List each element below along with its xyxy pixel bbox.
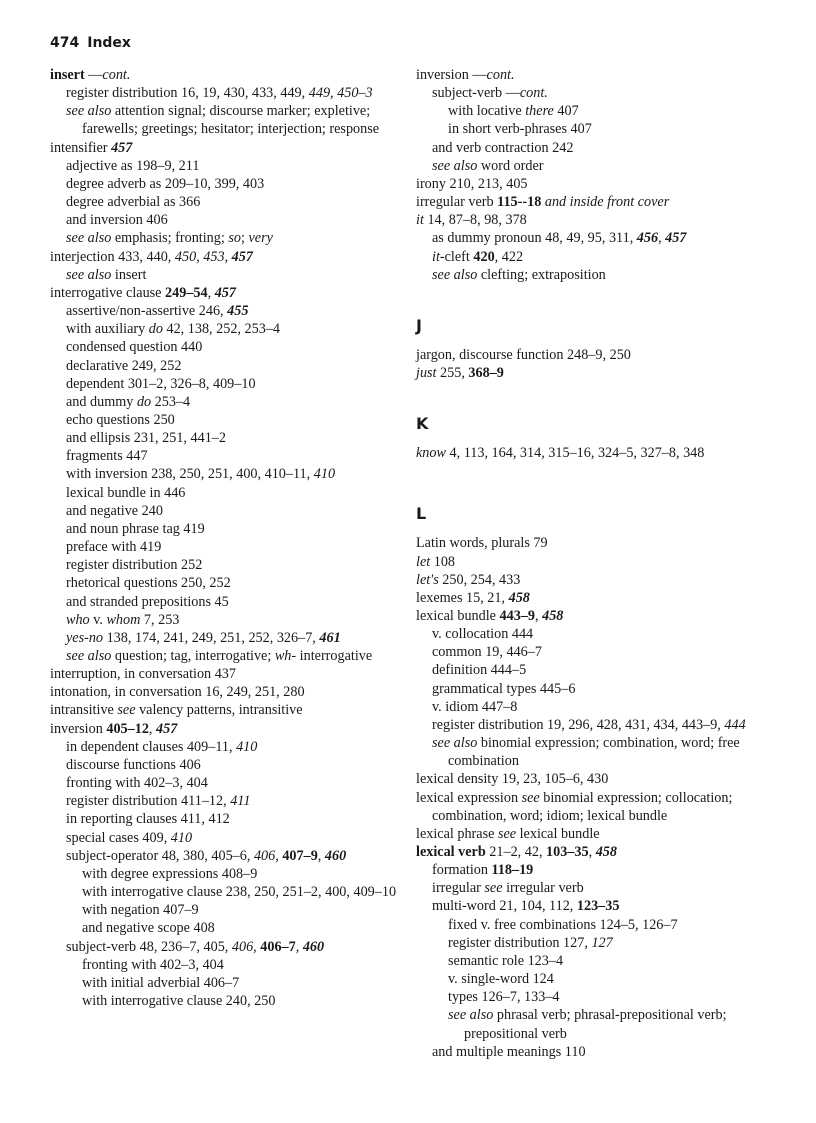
index-subentry: [66, 556, 398, 574]
entry-text: 458: [508, 589, 530, 606]
index-subentry: [66, 847, 398, 865]
index-subentry: [432, 897, 768, 915]
entry-text: lexical density 19, 23, 105–6, 430: [416, 771, 609, 788]
entry-text: let's: [416, 571, 439, 588]
entry-text: 406: [253, 847, 276, 864]
entry-text: 407–9: [282, 847, 318, 864]
entry-text: ,: [196, 248, 204, 265]
index-entry: [416, 444, 768, 462]
entry-text: word order: [477, 157, 544, 174]
entry-text: ,: [330, 85, 338, 102]
entry-text: v. single-word 124: [448, 971, 554, 988]
entry-text: and inside front cover: [544, 194, 670, 211]
index-subentry: [66, 465, 398, 483]
index-entry: [416, 789, 768, 825]
entry-text: 457: [214, 284, 236, 301]
entry-text: register distribution 411–12,: [66, 793, 231, 810]
index-entry: [50, 683, 398, 701]
entry-text: 14, 87–8, 98, 378: [423, 212, 527, 229]
index-subentry: [432, 734, 768, 770]
entry-text: in reporting clauses 411, 412: [66, 811, 230, 828]
entry-text: with interrogative clause 240, 250: [82, 992, 276, 1009]
entry-text: cont.: [486, 67, 515, 83]
entry-text: v. idiom 447–8: [432, 698, 518, 715]
entry-text: 368–9: [468, 365, 504, 382]
index-entry: [50, 665, 398, 683]
entry-text: and dummy: [66, 393, 137, 410]
index-subentry: [432, 84, 768, 102]
entry-text: and multiple meanings 110: [432, 1043, 586, 1060]
index-entry: [416, 589, 768, 607]
entry-text: -cleft: [439, 248, 474, 265]
entry-text: see: [521, 789, 540, 806]
entry-text: see: [117, 702, 136, 719]
entry-text: ,: [207, 284, 215, 301]
index-entry: [416, 211, 768, 229]
entry-text: see: [484, 880, 503, 897]
entry-text: 250, 254, 433: [438, 571, 521, 588]
index-entry: [50, 66, 398, 84]
entry-text: condensed question 440: [66, 339, 203, 356]
entry-text: 255,: [436, 365, 469, 382]
entry-text: Latin words, plurals 79: [416, 535, 548, 552]
entry-text: 457: [665, 230, 687, 247]
index-entry: [416, 843, 768, 861]
index-entry: [50, 701, 398, 719]
entry-text: special cases 409,: [66, 829, 171, 846]
entry-text: v.: [89, 611, 107, 628]
page-number: 474: [50, 35, 80, 51]
entry-text: interruption, in conversation 437: [50, 666, 236, 683]
entry-text: who: [66, 611, 90, 628]
index-subentry: [448, 988, 768, 1006]
index-column-right: [416, 66, 768, 1061]
index-entry: [416, 571, 768, 589]
entry-text: 443–9: [499, 607, 535, 624]
entry-text: binomial expression; collocation; combination, word; idiom; lexical bundle: [432, 789, 733, 824]
index-subentry: [448, 934, 768, 952]
index-subentry: [66, 629, 398, 647]
entry-text: 118–19: [491, 862, 534, 879]
index-subentry: [448, 1006, 768, 1042]
entry-text: with auxiliary: [66, 321, 149, 338]
entry-text: 457: [156, 720, 178, 737]
index-subentry: [66, 538, 398, 556]
entry-text: whom: [106, 611, 141, 628]
index-subentry: [432, 625, 768, 643]
entry-text: and stranded prepositions 45: [66, 593, 229, 610]
entry-text: ,: [317, 847, 325, 864]
index-subentry: [66, 411, 398, 429]
index-subentry: [448, 952, 768, 970]
index-entry: [416, 534, 768, 552]
entry-text: common 19, 446–7: [432, 644, 542, 661]
entry-text: 460: [302, 938, 325, 955]
entry-text: see also: [448, 1007, 494, 1024]
index-entry: [416, 607, 768, 625]
entry-text: let: [416, 553, 431, 570]
index-subentry: [66, 84, 398, 102]
entry-text: interjection 433, 440,: [50, 248, 175, 265]
entry-text: ,: [253, 938, 261, 955]
entry-text: irregular: [432, 880, 485, 897]
entry-text: intonation, in conversation 16, 249, 251, 280: [50, 684, 305, 701]
entry-text: ,: [535, 607, 543, 624]
index-entry: [50, 139, 398, 157]
entry-text: types 126–7, 133–4: [448, 989, 560, 1006]
entry-text: subject-verb —: [432, 85, 520, 102]
entry-text: semantic role 123–4: [448, 952, 564, 969]
entry-text: irregular verb: [416, 194, 498, 211]
page-header: [50, 34, 131, 52]
entry-text: 420: [473, 248, 495, 265]
entry-text: intensifier: [50, 139, 112, 156]
entry-text: 405–12: [106, 720, 149, 737]
spacer: [416, 462, 768, 490]
entry-text: it: [432, 248, 440, 265]
entry-text: with initial adverbial 406–7: [82, 974, 240, 991]
entry-text: with interrogative clause 238, 250, 251–2, 400, 409–10: [82, 884, 397, 901]
entry-text: yes-no: [66, 629, 104, 646]
index-subentry: [432, 266, 768, 284]
entry-text: see: [497, 825, 517, 842]
entry-text: 450: [174, 248, 197, 265]
entry-text: lexical phrase: [416, 825, 498, 842]
entry-text: phrasal verb; phrasal-prepositional verb; prepositional verb: [464, 1007, 727, 1042]
entry-text: fronting with 402–3, 404: [82, 956, 224, 973]
entry-text: interrogative clause: [50, 284, 166, 301]
index-entry: [416, 346, 768, 364]
entry-text: as dummy pronoun 48, 49, 95, 311,: [432, 230, 637, 247]
index-entry: [50, 720, 398, 738]
index-subentry: [66, 393, 398, 411]
entry-text: declarative 249, 252: [66, 357, 182, 374]
index-subentry: [448, 120, 768, 138]
entry-text: lexical bundle: [416, 607, 500, 624]
index-subentry: [66, 774, 398, 792]
index-subentry: [82, 919, 398, 937]
entry-text: attention signal; discourse marker; expletive; farewells; greetings; hesitator; interjection; response: [82, 103, 380, 138]
index-entry: [416, 770, 768, 788]
index-subentry: [66, 302, 398, 320]
entry-text: with negation 407–9: [82, 902, 199, 919]
entry-text: 406: [231, 938, 254, 955]
index-entry: [416, 553, 768, 571]
index-subentry: [432, 879, 768, 897]
entry-text: 115--18: [497, 194, 542, 211]
entry-text: dependent 301–2, 326–8, 409–10: [66, 375, 256, 392]
entry-text: and negative scope 408: [82, 920, 215, 937]
index-subentry: [432, 861, 768, 879]
entry-text: cont.: [102, 67, 131, 83]
entry-text: rhetorical questions 250, 252: [66, 575, 231, 592]
index-subentry: [432, 139, 768, 157]
entry-text: it: [416, 212, 424, 229]
entry-text: ;: [241, 230, 249, 247]
entry-text: and ellipsis 231, 251, 441–2: [66, 430, 226, 447]
entry-text: 458: [542, 607, 564, 624]
entry-text: grammatical types 445–6: [432, 680, 576, 697]
index-subentry: [66, 375, 398, 393]
entry-text: degree adverb as 209–10, 399, 403: [66, 175, 265, 192]
entry-text: lexemes 15, 21,: [416, 589, 509, 606]
entry-text: see also: [432, 266, 478, 283]
entry-text: there: [525, 103, 554, 120]
index-subentry: [66, 938, 398, 956]
entry-text: subject-operator 48, 380, 405–6,: [66, 847, 254, 864]
entry-text: ,: [148, 720, 157, 737]
index-subentry: [66, 157, 398, 175]
entry-text: ,: [658, 230, 666, 247]
entry-text: very: [248, 230, 273, 247]
index-subentry: [432, 229, 768, 247]
entry-text: 123–35: [576, 898, 620, 915]
entry-text: insert: [111, 266, 147, 283]
entry-text: 7, 253: [140, 611, 180, 628]
entry-text: with degree expressions 408–9: [82, 865, 258, 882]
entry-text: question; tag, interrogative;: [111, 648, 275, 664]
entry-text: inversion: [50, 720, 107, 737]
entry-text: 249–54: [165, 284, 208, 301]
section-letter: K: [416, 414, 429, 434]
index-subentry: [66, 829, 398, 847]
index-entry: [416, 66, 768, 84]
index-subentry: [82, 865, 398, 883]
entry-text: irony 210, 213, 405: [416, 175, 528, 192]
entry-text: ,: [295, 938, 303, 955]
index-subentry: [66, 175, 398, 193]
entry-text: cont.: [519, 85, 548, 102]
entry-text: see also: [66, 230, 112, 247]
entry-text: know: [416, 445, 446, 462]
index-subentry: [66, 810, 398, 828]
entry-text: fixed v. free combinations 124–5, 126–7: [448, 916, 678, 933]
entry-text: with inversion 238, 250, 251, 400, 410–11,: [66, 466, 314, 483]
entry-text: so: [228, 230, 241, 247]
entry-text: 103–35: [546, 844, 589, 860]
index-subentry: [432, 157, 768, 175]
index-subentry: [82, 901, 398, 919]
entry-text: valency patterns, intransitive: [135, 702, 303, 719]
spacer: [416, 284, 768, 302]
entry-text: , 422: [494, 248, 524, 265]
entry-text: irregular verb: [502, 880, 584, 897]
entry-text: clefting; extraposition: [477, 266, 606, 283]
entry-text: 449: [308, 85, 331, 102]
entry-text: and negative 240: [66, 502, 163, 519]
entry-text: 42, 138, 252, 253–4: [162, 321, 280, 338]
index-subentry: [66, 611, 398, 629]
entry-text: 407: [553, 103, 579, 120]
entry-text: discourse functions 406: [66, 756, 201, 773]
entry-text: degree adverbial as 366: [66, 194, 201, 211]
entry-text: register distribution 252: [66, 557, 203, 574]
entry-text: see also: [432, 735, 478, 752]
entry-text: fragments 447: [66, 448, 148, 465]
index-subentry: [66, 266, 398, 284]
entry-text: 4, 113, 164, 314, 315–16, 324–5, 327–8, 348: [445, 445, 705, 462]
entry-text: preface with 419: [66, 539, 162, 556]
entry-text: 450–3: [337, 85, 373, 102]
index-subentry: [66, 211, 398, 229]
index-subentry: [432, 248, 768, 266]
index-subentry: [82, 956, 398, 974]
entry-text: 457: [111, 139, 133, 156]
entry-text: lexical bundle: [516, 825, 600, 842]
entry-text: just: [416, 365, 437, 382]
entry-text: wh-: [274, 648, 297, 664]
entry-text: do: [136, 393, 152, 410]
entry-text: 460: [324, 847, 347, 864]
entry-text: and inversion 406: [66, 212, 168, 229]
entry-text: see also: [66, 266, 112, 283]
entry-text: definition 444–5: [432, 662, 527, 679]
running-head: Index: [87, 35, 131, 51]
entry-text: and verb contraction 242: [432, 139, 574, 156]
entry-text: 127: [591, 934, 613, 951]
entry-text: echo questions 250: [66, 411, 175, 428]
index-subentry: [66, 574, 398, 592]
entry-text: 406–7: [260, 938, 296, 955]
index-entry: [50, 284, 398, 302]
entry-text: 108: [430, 553, 456, 570]
index-subentry: [66, 756, 398, 774]
index-subentry: [82, 974, 398, 992]
index-subentry: [432, 716, 768, 734]
entry-text: do: [148, 321, 163, 338]
index-subentry: [448, 102, 768, 120]
entry-text: 253–4: [151, 393, 191, 410]
entry-text: 138, 174, 241, 249, 251, 252, 326–7,: [103, 629, 320, 646]
entry-text: assertive/non-assertive 246,: [66, 303, 228, 320]
index-entry: [416, 175, 768, 193]
entry-text: register distribution 19, 296, 428, 431, 434, 443–9,: [432, 716, 725, 733]
entry-text: 410: [170, 829, 193, 846]
entry-text: 21–2, 42,: [485, 844, 547, 860]
entry-text: interrogative: [296, 648, 373, 664]
spacer: [416, 382, 768, 400]
entry-text: 453: [203, 248, 225, 265]
entry-text: adjective as 198–9, 211: [66, 157, 200, 174]
index-subentry: [66, 593, 398, 611]
index-subentry: [432, 698, 768, 716]
index-subentry: [66, 647, 398, 665]
index-subentry: [66, 429, 398, 447]
entry-text: multi-word 21, 104, 112,: [432, 898, 577, 915]
index-subentry: [432, 1043, 768, 1061]
index-subentry: [66, 357, 398, 375]
section-letter: L: [416, 504, 427, 524]
entry-text: in short verb-phrases 407: [448, 121, 592, 138]
index-subentry: [66, 193, 398, 211]
entry-text: in dependent clauses 409–11,: [66, 738, 237, 755]
entry-text: 444: [724, 716, 746, 733]
entry-text: lexical bundle in 446: [66, 484, 186, 501]
entry-text: fronting with 402–3, 404: [66, 775, 208, 792]
index-subentry: [66, 792, 398, 810]
index-subentry: [66, 520, 398, 538]
index-subentry: [432, 661, 768, 679]
index-subentry: [448, 916, 768, 934]
entry-text: insert: [50, 67, 85, 83]
index-entry: [50, 248, 398, 266]
entry-text: and noun phrase tag 419: [66, 520, 205, 537]
entry-text: see also: [432, 157, 478, 174]
index-entry: [416, 364, 768, 382]
entry-text: ,: [588, 844, 596, 860]
entry-text: —: [84, 67, 103, 83]
index-subentry: [66, 320, 398, 338]
entry-text: 457: [231, 248, 253, 265]
index-subentry: [66, 484, 398, 502]
index-subentry: [448, 970, 768, 988]
entry-text: see also: [66, 648, 112, 664]
entry-text: 461: [319, 629, 341, 646]
index-entry: [416, 825, 768, 843]
entry-text: see also: [66, 103, 112, 120]
index-column-left: [50, 66, 398, 1010]
entry-text: v. collocation 444: [432, 626, 534, 643]
entry-text: 411: [230, 793, 251, 810]
entry-text: 410: [236, 738, 258, 755]
entry-text: jargon, discourse function 248–9, 250: [416, 346, 631, 363]
entry-text: emphasis; fronting;: [111, 230, 229, 247]
entry-text: ,: [224, 248, 232, 265]
entry-text: subject-verb 48, 236–7, 405,: [66, 938, 232, 955]
entry-text: binomial expression; combination, word; free combination: [448, 735, 740, 770]
entry-text: intransitive: [50, 702, 118, 719]
section-letter: J: [416, 315, 422, 335]
entry-text: 455: [227, 303, 249, 320]
entry-text: with locative: [448, 103, 526, 120]
index-subentry: [66, 447, 398, 465]
entry-text: 456: [636, 230, 659, 247]
entry-text: register distribution 16, 19, 430, 433, 449,: [66, 85, 309, 102]
index-subentry: [66, 229, 398, 247]
index-subentry: [432, 643, 768, 661]
index-subentry: [66, 738, 398, 756]
entry-text: lexical verb: [416, 844, 486, 860]
entry-text: 458: [595, 844, 617, 860]
index-subentry: [82, 883, 398, 901]
index-subentry: [66, 338, 398, 356]
index-subentry: [66, 502, 398, 520]
entry-text: register distribution 127,: [448, 934, 592, 951]
entry-text: inversion —: [416, 67, 487, 83]
entry-text: formation: [432, 862, 492, 879]
entry-text: 410: [313, 466, 336, 483]
index-subentry: [66, 102, 398, 138]
index-subentry: [432, 680, 768, 698]
index-subentry: [82, 992, 398, 1010]
entry-text: ,: [275, 847, 283, 864]
entry-text: lexical expression: [416, 789, 522, 806]
index-entry: [416, 193, 768, 211]
